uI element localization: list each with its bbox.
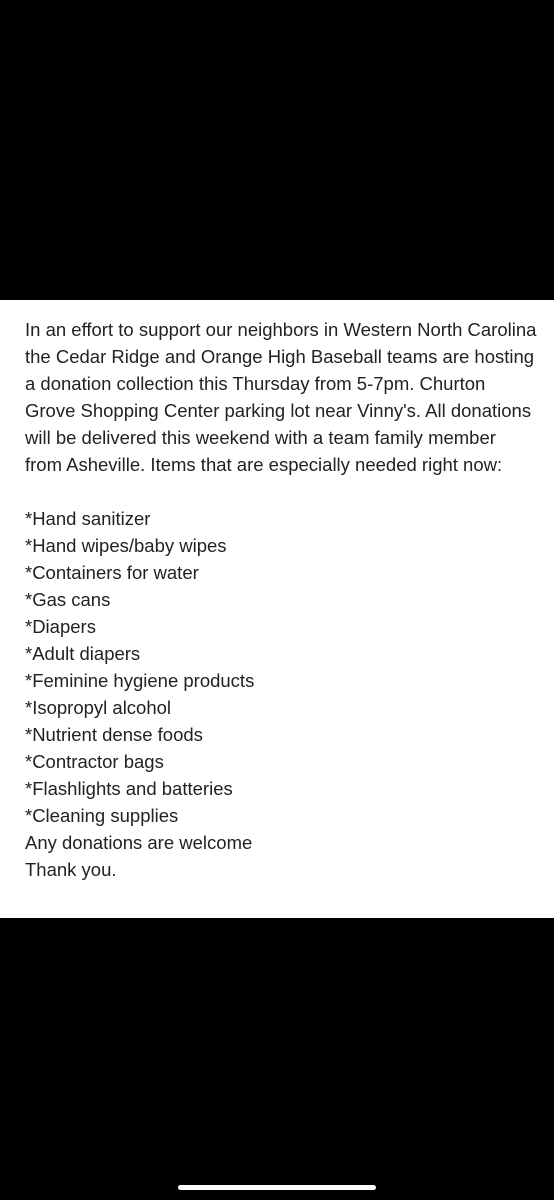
closing-line-thanks: Thank you. — [25, 859, 117, 880]
list-item: *Isopropyl alcohol — [25, 697, 172, 718]
note-panel — [0, 300, 554, 918]
closing-line-welcome: Any donations are welcome — [25, 832, 253, 853]
list-item: *Hand wipes/baby wipes — [25, 535, 227, 556]
list-item: *Cleaning supplies — [25, 805, 179, 826]
list-item: *Contractor bags — [25, 751, 164, 772]
list-item: *Adult diapers — [25, 643, 141, 664]
list-item: *Gas cans — [25, 589, 111, 610]
list-item: *Flashlights and batteries — [25, 778, 233, 799]
list-item: *Feminine hygiene products — [25, 670, 255, 691]
home-indicator[interactable] — [178, 1185, 376, 1190]
list-item: *Containers for water — [25, 562, 199, 583]
list-item: *Nutrient dense foods — [25, 724, 203, 745]
needed-items-list — [25, 505, 538, 829]
intro-paragraph: In an effort to support our neighbors in Western North Carolina the Cedar Ridge and Orange High Baseball teams are hosting a donation collection this Thursday from 5-7pm. Churton Grove Shopping Center parking lot near Vinny's. All donations will be delivered this weekend with a team family member from Asheville. Items that are especially needed right now: — [25, 319, 537, 475]
note-text — [25, 316, 538, 883]
list-item: *Diapers — [25, 616, 96, 637]
list-item: *Hand sanitizer — [25, 508, 151, 529]
